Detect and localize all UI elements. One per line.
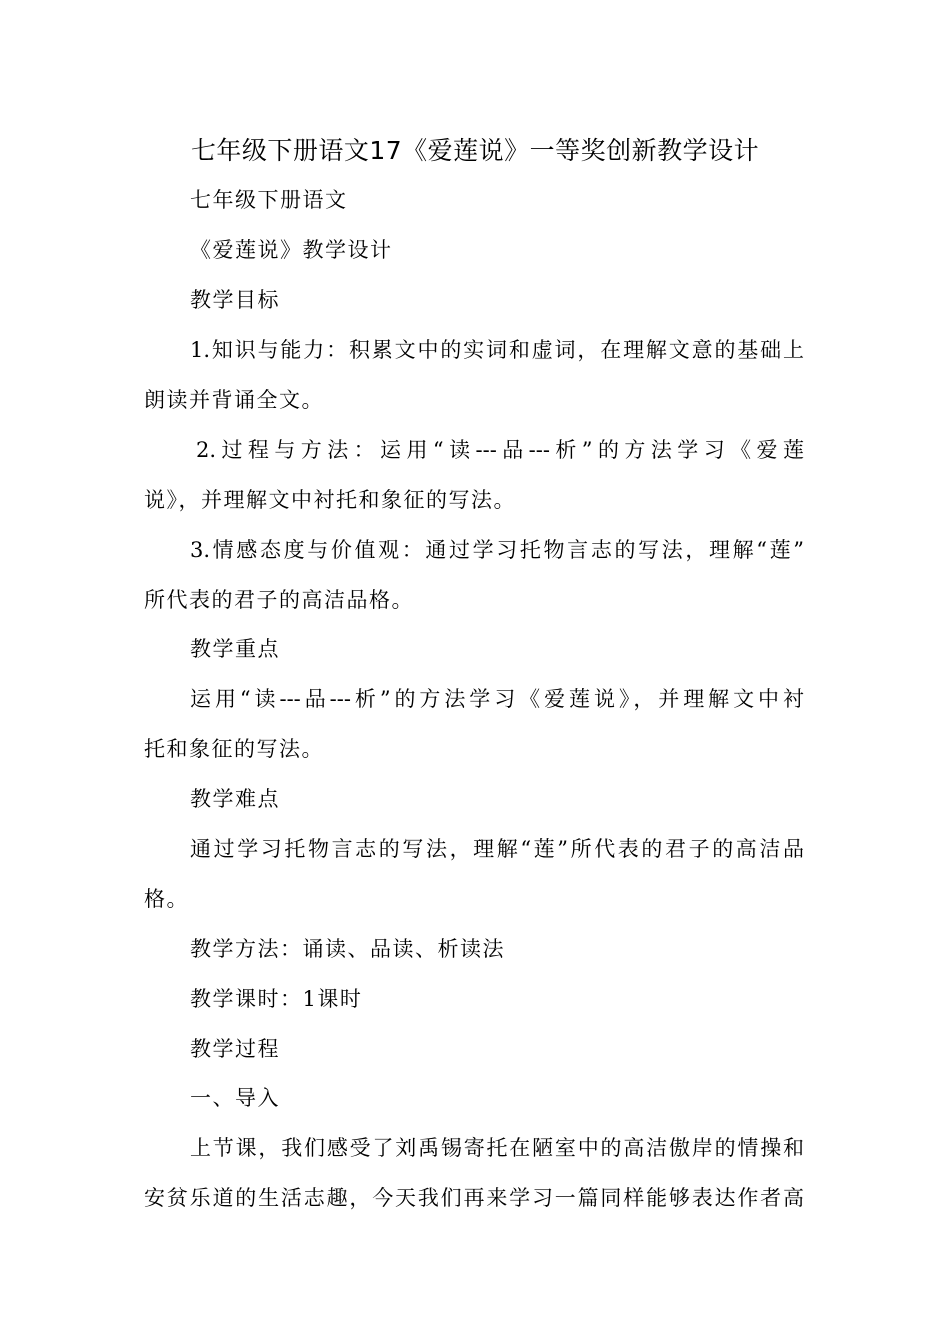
key-points-line-1: 运用“读---品---析”的方法学习《爱莲说》，并理解文中衬 — [190, 687, 804, 711]
objective-2-line-1: 2.过程与方法：运用“读---品---析”的方法学习《爱莲 — [196, 438, 804, 462]
section-heading-process: 教学过程 — [190, 1037, 280, 1061]
objective-1-line-2: 朗读并背诵全文。 — [144, 388, 324, 412]
section-heading-difficulties: 教学难点 — [190, 787, 280, 811]
objective-1-line-1: 1.知识与能力：积累文中的实词和虚词，在理解文意的基础上 — [190, 338, 804, 362]
document-title: 七年级下册语文17《爱莲说》一等奖创新教学设计 — [190, 136, 760, 165]
lesson-title-line: 《爱莲说》教学设计 — [190, 238, 393, 262]
teaching-methods-line: 教学方法：诵读、品读、析读法 — [190, 937, 505, 961]
introduction-line-1: 上节课，我们感受了刘禹锡寄托在陋室中的高洁傲岸的情操和 — [190, 1136, 804, 1160]
introduction-line-2: 安贫乐道的生活志趣，今天我们再来学习一篇同样能够表达作者高 — [144, 1186, 804, 1210]
objective-2-line-2: 说》，并理解文中衬托和象征的写法。 — [144, 488, 516, 512]
objective-3-line-1: 3.情感态度与价值观：通过学习托物言志的写法，理解“莲” — [190, 538, 804, 562]
step-heading-introduction: 一、导入 — [190, 1086, 280, 1110]
difficulties-line-2: 格。 — [144, 887, 189, 911]
section-heading-objectives: 教学目标 — [190, 288, 280, 312]
class-hours-line: 教学课时：1课时 — [190, 987, 363, 1011]
difficulties-line-1: 通过学习托物言志的写法，理解“莲”所代表的君子的高洁品 — [190, 837, 804, 861]
objective-3-line-2: 所代表的君子的高洁品格。 — [144, 588, 414, 612]
subject-line: 七年级下册语文 — [190, 188, 348, 212]
section-heading-key-points: 教学重点 — [190, 637, 280, 661]
key-points-line-2: 托和象征的写法。 — [144, 737, 324, 761]
